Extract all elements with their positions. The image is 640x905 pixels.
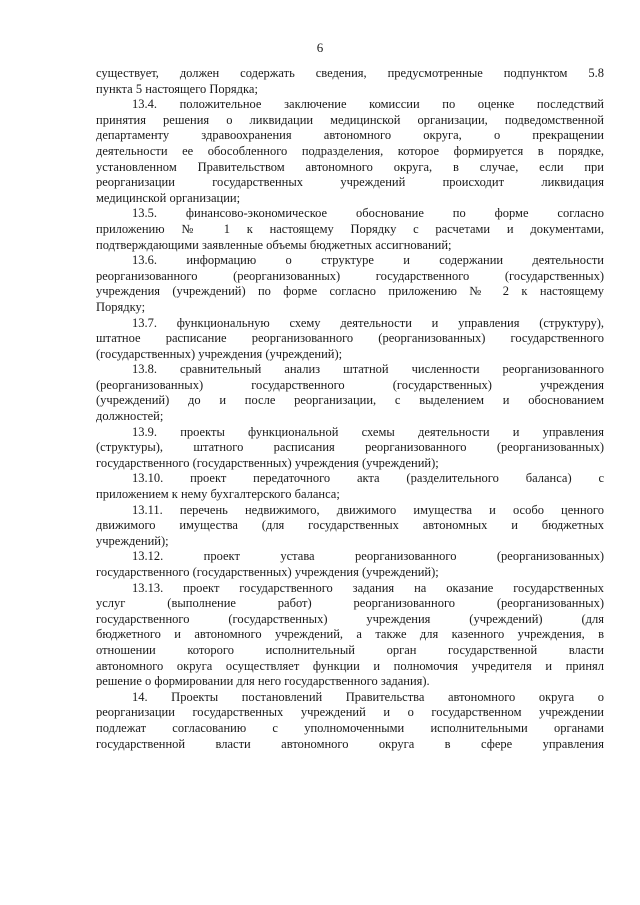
text-line: 13.12. проект устава реорганизованного (реорганизованных) bbox=[132, 549, 604, 564]
text-line: движимого имущества (для государственных автономных и бюджетных bbox=[96, 518, 604, 533]
text-line: медицинской организации; bbox=[96, 190, 241, 205]
text-line: учреждений); bbox=[96, 533, 169, 548]
text-line: реорганизации государственных учреждений происходит ликвидация bbox=[96, 175, 604, 190]
text-line: учреждения (учреждений) по форме согласно приложению № 2 к настоящему bbox=[96, 284, 604, 299]
text-line: деятельности ее обособленного подразделения, которое формируется в порядке, bbox=[96, 143, 604, 158]
text-line: 13.4. положительное заключение комиссии по оценке последствий bbox=[132, 97, 604, 112]
text-line: государственного (государственных) учреждения (учреждений) (для bbox=[96, 611, 604, 626]
text-line: 13.13. проект государственного задания на оказание государственных bbox=[132, 580, 604, 595]
text-line: должностей; bbox=[96, 409, 164, 424]
text-line: установленном Правительством автономного округа, в случае, если при bbox=[96, 159, 604, 174]
text-line: (структуры), штатного расписания реорганизованного (реорганизованных) bbox=[96, 440, 604, 455]
text-line: 13.5. финансово-экономическое обоснование по форме согласно bbox=[132, 206, 604, 221]
text-line: государственного (государственных) учреждения (учреждений); bbox=[96, 565, 439, 579]
text-line: решение о формировании для него государственного задания). bbox=[96, 674, 430, 689]
text-line: Порядку; bbox=[96, 299, 146, 314]
text-line: существует, должен содержать сведения, предусмотренные подпунктом 5.8 bbox=[96, 66, 604, 80]
text-line: 13.8. сравнительный анализ штатной численности реорганизованного bbox=[132, 362, 604, 377]
text-line: (государственных) учреждения (учреждений); bbox=[96, 346, 343, 361]
text-line: 13.7. функциональную схему деятельности и управления (структуру), bbox=[132, 315, 604, 330]
text-line: реорганизованного (реорганизованных) государственного (государственных) bbox=[96, 268, 604, 283]
text-line: подлежат согласованию с уполномоченными исполнительными органами bbox=[96, 720, 604, 735]
text-line: департаменту здравоохранения автономного округа, о прекращении bbox=[96, 128, 604, 143]
text-line: 13.9. проекты функциональной схемы деятельности и управления bbox=[132, 424, 604, 439]
text-line: подтверждающими заявленные объемы бюджетных ассигнований; bbox=[96, 237, 452, 252]
page-number: 6 bbox=[316, 40, 324, 55]
text-line: пункта 5 настоящего Порядка; bbox=[96, 81, 258, 96]
text-line: (реорганизованных) государственного (государственных) учреждения bbox=[96, 377, 604, 392]
text-line: государственной власти автономного округа в сфере управления bbox=[96, 736, 604, 751]
text-line: приложению № 1 к настоящему Порядку с расчетами и документами, bbox=[96, 221, 604, 236]
text-line: бюджетного и автономного учреждений, а также для казенного учреждения, в bbox=[96, 627, 604, 642]
text-line: автономного округа осуществляет функции и полномочия учредителя и принял bbox=[96, 658, 604, 673]
text-line: 13.6. информацию о структуре и содержании деятельности bbox=[132, 253, 604, 268]
text-line: услуг (выполнение работ) реорганизованного (реорганизованных) bbox=[96, 596, 604, 611]
text-line: 13.11. перечень недвижимого, движимого имущества и особо ценного bbox=[132, 502, 604, 517]
text-line: государственного (государственных) учреждения (учреждений); bbox=[96, 455, 439, 470]
text-line: (учреждений) до и после реорганизации, с выделением и обоснованием bbox=[96, 393, 604, 408]
text-line: штатное расписание реорганизованного (реорганизованных) государственного bbox=[96, 331, 604, 346]
text-line: 13.10. проект передаточного акта (разделительного баланса) с bbox=[132, 471, 604, 486]
text-line: 14. Проекты постановлений Правительства автономного округа о bbox=[132, 689, 604, 704]
document-body bbox=[96, 66, 604, 752]
text-line: принятия решения о ликвидации медицинской организации, подведомственной bbox=[96, 112, 604, 127]
text-line: реорганизации государственных учреждений и о государственном учреждении bbox=[96, 705, 604, 720]
text-line: отношении которого исполнительный орган государственной власти bbox=[96, 642, 604, 657]
text-line: приложением к нему бухгалтерского баланса; bbox=[96, 487, 340, 502]
